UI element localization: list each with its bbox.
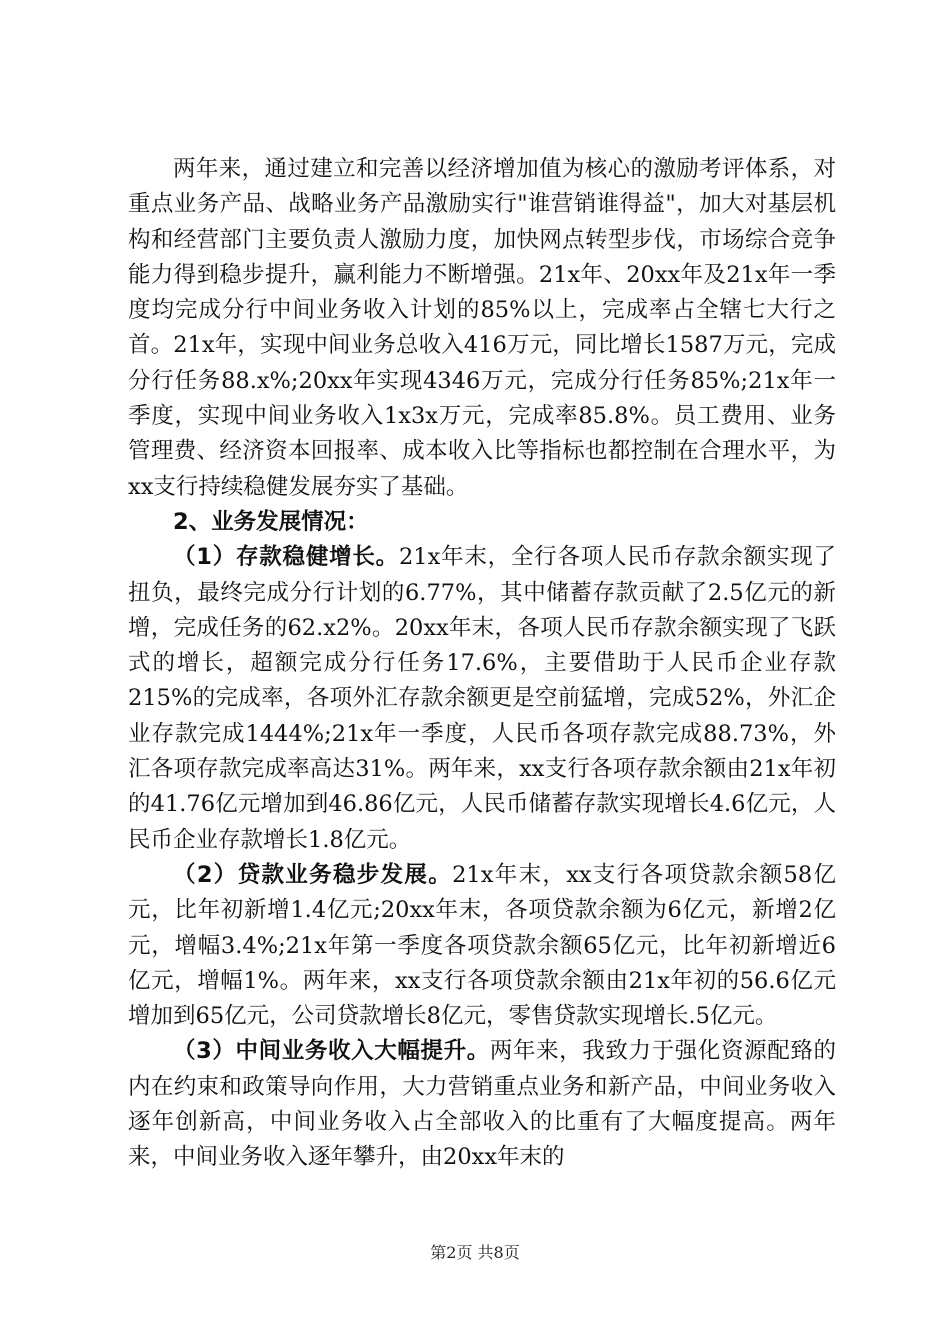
item-heading-intermediate-business: （3）中间业务收入大幅提升。 (173, 1038, 490, 1065)
document-body (128, 152, 836, 1176)
section-heading-business (128, 505, 836, 540)
page-footer (0, 1240, 950, 1263)
item-text-deposits: 21x年末，全行各项人民币存款余额实现了扭负，最终完成分行计划的6.77%，其中储蓄存款贡献了2.5亿元的新增，完成任务的62.x2%。20xx年末，各项人民币存款余额实现了飞跃式的增长，超额完成分行任务17.6%，主要借助于人民币企业存款215%的完成率，各项外汇存款余额更是空前猛增，完成52%，外汇企业存款完成1444%;21x年一季度，人民币各项存款完成88.73%，外汇各项存款完成率高达31%。两年来，xx支行各项存款余额由21x年初的41.76亿元增加到46.86亿元，人民币储蓄存款实现增长4.6亿元，人民币企业存款增长1.8亿元。 (128, 544, 837, 853)
item-text-intermediate-business: 两年来，我致力于强化资源配臵的内在约束和政策导向作用，大力营销重点业务和新产品，中间业务收入逐年创新高，中间业务收入占全部收入的比重有了大幅度提高。两年来，中间业务收入逐年攀升，由20xx年末的 (128, 1038, 836, 1171)
page-number: 第2页 共8页 (430, 1243, 520, 1262)
item-heading-loans: （2）贷款业务稳步发展。 (173, 861, 453, 888)
paragraph-summary: 两年来，通过建立和完善以经济增加值为核心的激励考评体系，对重点业务产品、战略业务产品激励实行"谁营销谁得益"，加大对基层机构和经营部门主要负责人激励力度，加快网点转型步伐，市场综合竞争能力得到稳步提升，赢利能力不断增强。21x年、20xx年及21x年一季度均完成分行中间业务收入计划的85%以上，完成率占全辖七大行之首。21x年，实现中间业务总收入416万元，同比增长1587万元，完成分行任务88.x%;20xx年实现4346万元，完成分行任务85%;21x年一季度，实现中间业务收入1x3x万元，完成率85.8%。员工费用、业务管理费、经济资本回报率、成本收入比等指标也都控制在合理水平，为xx支行持续稳健发展夯实了基础。 (128, 156, 836, 500)
paragraph-deposits (128, 540, 836, 858)
paragraph-loans (128, 858, 836, 1034)
section-heading-text: 2、业务发展情况： (173, 508, 369, 535)
paragraph-intermediate-business (128, 1034, 836, 1175)
item-text-loans: 21x年末，xx支行各项贷款余额58亿元，比年初新增1.4亿元;20xx年末，各项贷款余额为6亿元，新增2亿元，增幅3.4%;21x年第一季度各项贷款余额65亿元，比年初新增近6亿元，增幅1%。两年来，xx支行各项贷款余额由21x年初的56.6亿元增加到65亿元，公司贷款增长8亿元，零售贷款实现增长.5亿元。 (128, 861, 836, 1030)
item-heading-deposits: （1）存款稳健增长。 (173, 544, 399, 571)
